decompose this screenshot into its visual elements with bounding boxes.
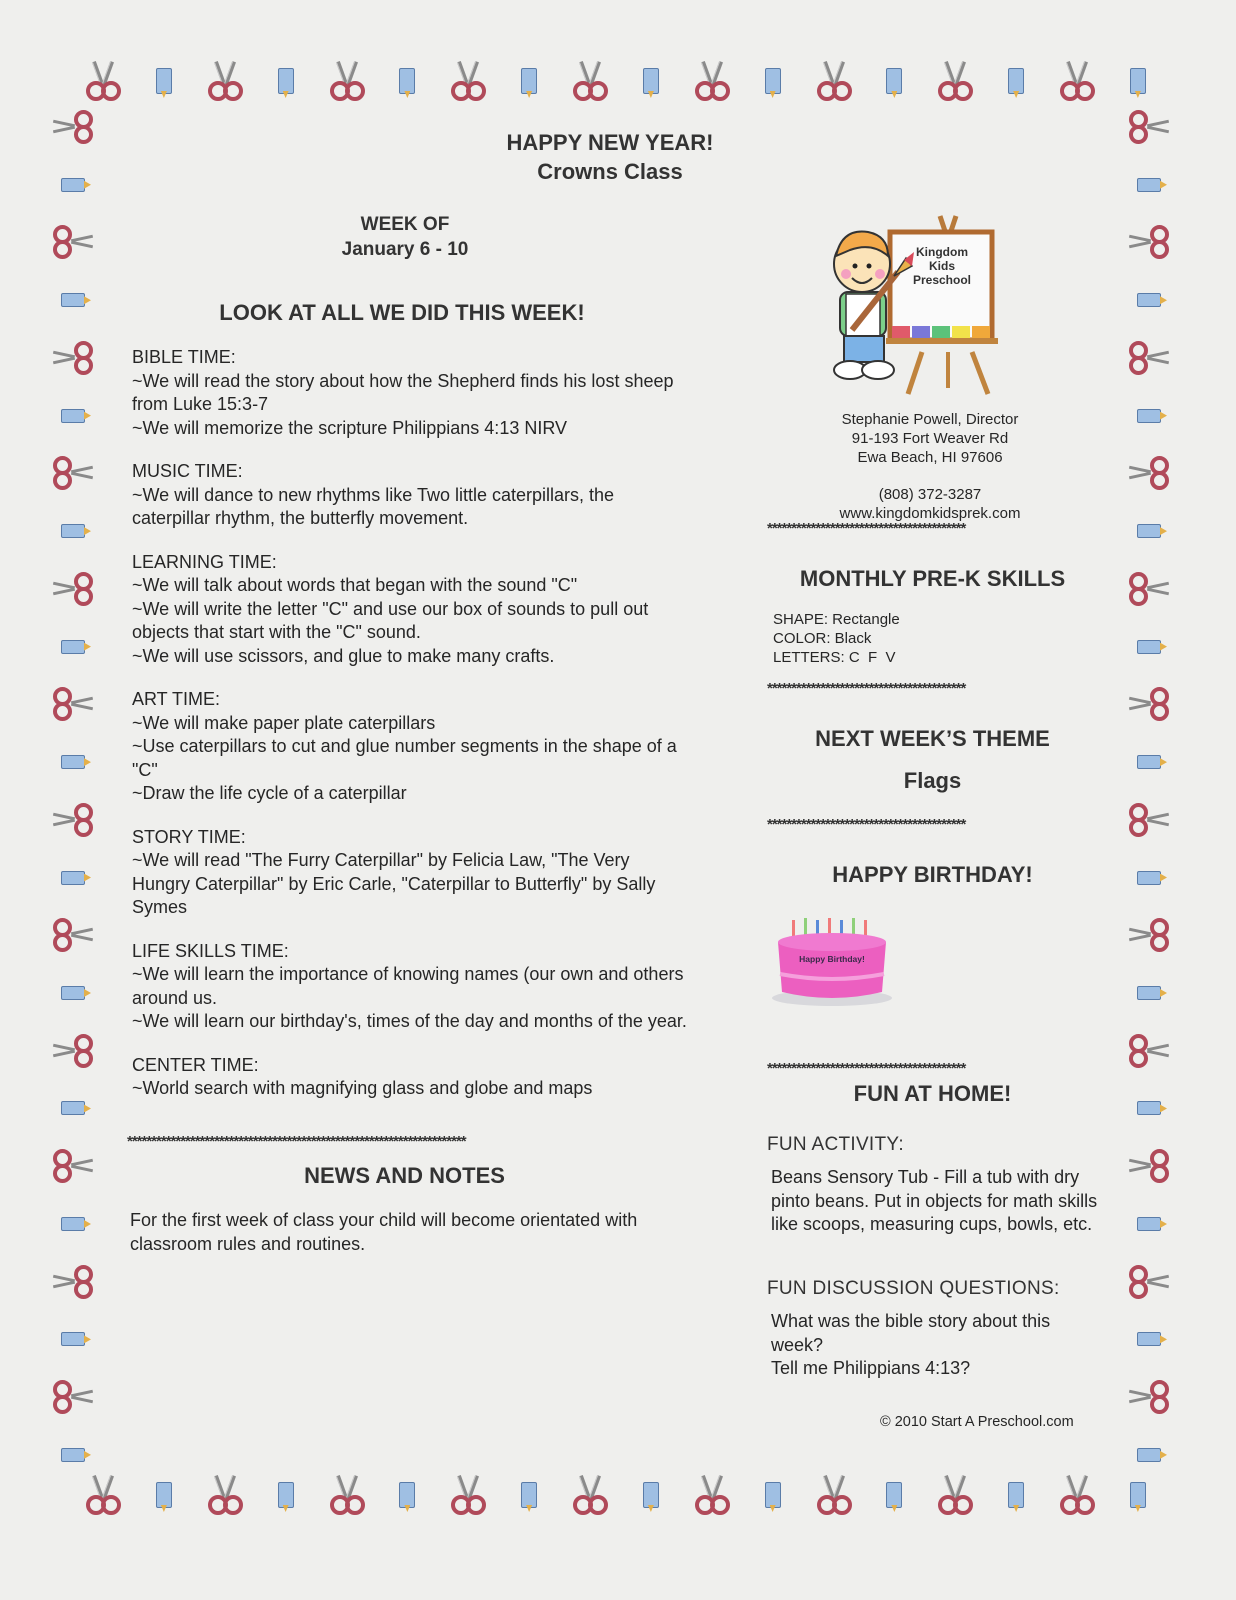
scissors-icon [1129, 1034, 1169, 1068]
scissors-icon [86, 61, 120, 101]
glue-bottle-icon [399, 1482, 415, 1508]
scissors-icon [1129, 918, 1169, 952]
phone-number: (808) 372-3287 [878, 486, 982, 503]
glue-stick-icon [1137, 871, 1161, 885]
scissors-icon [53, 341, 93, 375]
activity-line: ~We will talk about words that began with the sound "C" [132, 575, 578, 595]
activity-line: ~We will memorize the scripture Philippians 4:13 NIRV [132, 417, 568, 438]
divider: ***************************************** [767, 520, 966, 537]
fun-activity-body: Beans Sensory Tub - Fill a tub with dry pinto beans. Put in objects for math skills like scoops, measuring cups, bowls, etc. [771, 1167, 1098, 1234]
activity-section [132, 551, 692, 669]
svg-text:Happy Birthday!: Happy Birthday! [799, 954, 865, 964]
scissors-icon [1129, 225, 1169, 259]
address-line2: Ewa Beach, HI 97606 [857, 449, 1003, 466]
glue-bottle-icon [278, 68, 294, 94]
activity-line: ~We will read "The Furry Caterpillar" by Felicia Law, "The Very Hungry Caterpillar" by Eric Carle, "Caterpillar to Butterfly" by Sally Symes [132, 850, 656, 917]
scissors-icon [1060, 1475, 1094, 1515]
scissors-icon [53, 918, 93, 952]
glue-bottle-icon [278, 1482, 294, 1508]
director-name: Stephanie Powell, Director [841, 411, 1019, 428]
glue-bottle-icon [1130, 68, 1146, 94]
scissors-icon [53, 110, 93, 144]
activity-line: ~We will read the story about how the Shepherd finds his lost sheep from Luke 15:3-7 [132, 370, 674, 414]
scissors-icon [53, 1380, 93, 1414]
school-contact [765, 410, 1095, 523]
glue-stick-icon [1137, 1217, 1161, 1231]
activity-line: ~We will use scissors, and glue to make many crafts. [132, 645, 555, 666]
glue-stick-icon [61, 1332, 85, 1346]
scissors-icon [1129, 1265, 1169, 1299]
scissors-icon [53, 1149, 93, 1183]
theme-value: Flags [903, 768, 962, 793]
glue-stick-icon [1137, 524, 1161, 538]
glue-stick-icon [61, 524, 85, 538]
scissors-icon [1129, 341, 1169, 375]
glue-stick-icon [1137, 755, 1161, 769]
glue-bottle-icon [521, 68, 537, 94]
scissors-icon [1060, 61, 1094, 101]
scissors-icon [208, 61, 242, 101]
birthday-heading: HAPPY BIRTHDAY! [832, 862, 1033, 887]
question-2: Tell me Philippians 4:13? [771, 1358, 971, 1378]
bottom-border [86, 1472, 1146, 1518]
glue-bottle-icon [886, 1482, 902, 1508]
school-logo [822, 212, 1022, 400]
glue-stick-icon [61, 986, 85, 1000]
skill-letters: LETTERS: C F V [773, 649, 896, 666]
glue-bottle-icon [765, 1482, 781, 1508]
newsletter-title: HAPPY NEW YEAR! [506, 130, 714, 155]
glue-stick-icon [61, 1101, 85, 1115]
svg-text:Preschool: Preschool [912, 273, 972, 287]
glue-stick-icon [1137, 293, 1161, 307]
week-label: WEEK OF [360, 214, 450, 235]
activity-section [132, 940, 692, 1034]
activity-label: LIFE SKILLS TIME: [132, 940, 289, 961]
top-border [86, 58, 1146, 104]
glue-bottle-icon [643, 68, 659, 94]
glue-stick-icon [61, 871, 85, 885]
glue-stick-icon [61, 640, 85, 654]
activity-section [132, 346, 692, 440]
glue-bottle-icon [643, 1482, 659, 1508]
weekly-activities [132, 300, 692, 1121]
divider: ***************************************** [767, 680, 966, 697]
glue-stick-icon [1137, 178, 1161, 192]
activity-line: ~Draw the life cycle of a caterpillar [132, 783, 407, 803]
glue-stick-icon [61, 178, 85, 192]
news-heading: NEWS AND NOTES [304, 1163, 505, 1188]
activity-label: LEARNING TIME: [132, 551, 277, 572]
glue-stick-icon [1137, 1101, 1161, 1115]
scissors-icon [817, 1475, 851, 1515]
glue-bottle-icon [1130, 1482, 1146, 1508]
scissors-icon [938, 1475, 972, 1515]
svg-text:Kids: Kids [928, 259, 956, 273]
skills-heading: MONTHLY PRE-K SKILLS [799, 566, 1066, 591]
glue-stick-icon [1137, 1332, 1161, 1346]
activity-line: ~We will write the letter "C" and use our box of sounds to pull out objects that start with the "C" sound. [132, 598, 649, 642]
scissors-icon [53, 1034, 93, 1068]
scissors-icon [53, 225, 93, 259]
scissors-icon [695, 1475, 729, 1515]
activity-line: ~Use caterpillars to cut and glue number segments in the shape of a "C" [132, 736, 677, 780]
activity-label: BIBLE TIME: [132, 347, 236, 367]
activity-label: ART TIME: [132, 689, 221, 709]
glue-bottle-icon [156, 68, 172, 94]
scissors-icon [330, 61, 364, 101]
activity-section [132, 826, 692, 920]
activity-section [132, 460, 692, 531]
scissors-icon [86, 1475, 120, 1515]
cake-icon [770, 918, 902, 1008]
scissors-icon [53, 803, 93, 837]
scissors-icon [53, 687, 93, 721]
glue-bottle-icon [886, 68, 902, 94]
scissors-icon [208, 1475, 242, 1515]
glue-stick-icon [1137, 640, 1161, 654]
scissors-icon [573, 1475, 607, 1515]
glue-bottle-icon [399, 68, 415, 94]
glue-stick-icon [1137, 409, 1161, 423]
divider: ***************************************** [767, 1060, 966, 1077]
scissors-icon [451, 61, 485, 101]
skill-shape: SHAPE: Rectangle [773, 611, 900, 628]
scissors-icon [1129, 110, 1169, 144]
activity-section [132, 688, 692, 806]
activity-line: ~We will learn the importance of knowing names (our own and others around us. [132, 964, 684, 1008]
scissors-icon [1129, 572, 1169, 606]
activity-label: CENTER TIME: [132, 1054, 259, 1075]
copyright: © 2010 Start A Preschool.com [880, 1414, 1074, 1430]
newsletter-title-block [300, 128, 920, 186]
glue-bottle-icon [1008, 68, 1024, 94]
scissors-icon [451, 1475, 485, 1515]
glue-stick-icon [61, 409, 85, 423]
divider: ***************************************** [767, 816, 966, 833]
skills-list [773, 610, 900, 667]
scissors-icon [330, 1475, 364, 1515]
scissors-icon [53, 572, 93, 606]
right-border [1124, 110, 1174, 1462]
glue-stick-icon [61, 1217, 85, 1231]
discussion-questions [771, 1310, 1101, 1381]
boy-easel-icon [822, 212, 1022, 400]
glue-stick-icon [1137, 986, 1161, 1000]
glue-stick-icon [1137, 1448, 1161, 1462]
glue-bottle-icon [521, 1482, 537, 1508]
news-body: For the first week of class your child will become orientated with classroom rules and routines. [130, 1210, 638, 1254]
scissors-icon [695, 61, 729, 101]
discussion-label: FUN DISCUSSION QUESTIONS: [767, 1278, 1060, 1299]
glue-stick-icon [61, 1448, 85, 1462]
theme-heading: NEXT WEEK’S THEME [815, 726, 1050, 751]
weekly-heading: LOOK AT ALL WE DID THIS WEEK! [219, 300, 585, 325]
activity-label: MUSIC TIME: [132, 461, 243, 481]
glue-stick-icon [61, 755, 85, 769]
week-block [280, 212, 530, 262]
activity-label: STORY TIME: [132, 826, 246, 847]
address-line1: 91-193 Fort Weaver Rd [851, 430, 1009, 447]
scissors-icon [1129, 1380, 1169, 1414]
divider: ********************************************************************** [127, 1133, 466, 1150]
left-border [48, 110, 98, 1462]
class-name: Crowns Class [537, 159, 683, 184]
activity-list [132, 346, 692, 1101]
scissors-icon [1129, 687, 1169, 721]
activity-line: ~We will learn our birthday's, times of the day and months of the year. [132, 1011, 687, 1031]
skill-color: COLOR: Black [773, 630, 872, 647]
activity-line: ~We will make paper plate caterpillars [132, 712, 436, 733]
website-link[interactable]: www.kingdomkidsprek.com [839, 505, 1021, 522]
scissors-icon [573, 61, 607, 101]
glue-bottle-icon [1008, 1482, 1024, 1508]
glue-bottle-icon [765, 68, 781, 94]
week-dates: January 6 - 10 [341, 239, 469, 260]
activity-section [132, 1054, 692, 1101]
fun-activity-label: FUN ACTIVITY: [767, 1134, 904, 1155]
activity-line: ~We will dance to new rhythms like Two little caterpillars, the caterpillar rhythm, the butterfly movement. [132, 484, 615, 528]
fun-at-home-heading: FUN AT HOME! [853, 1081, 1012, 1106]
activity-line: ~World search with magnifying glass and globe and maps [132, 1078, 593, 1098]
scissors-icon [53, 456, 93, 490]
svg-text:Kingdom: Kingdom [916, 245, 968, 259]
scissors-icon [1129, 1149, 1169, 1183]
scissors-icon [1129, 803, 1169, 837]
glue-bottle-icon [156, 1482, 172, 1508]
glue-stick-icon [61, 293, 85, 307]
scissors-icon [817, 61, 851, 101]
birthday-cake-image [770, 918, 902, 1008]
question-1: What was the bible story about this week? [771, 1311, 1051, 1355]
scissors-icon [938, 61, 972, 101]
scissors-icon [53, 1265, 93, 1299]
scissors-icon [1129, 456, 1169, 490]
